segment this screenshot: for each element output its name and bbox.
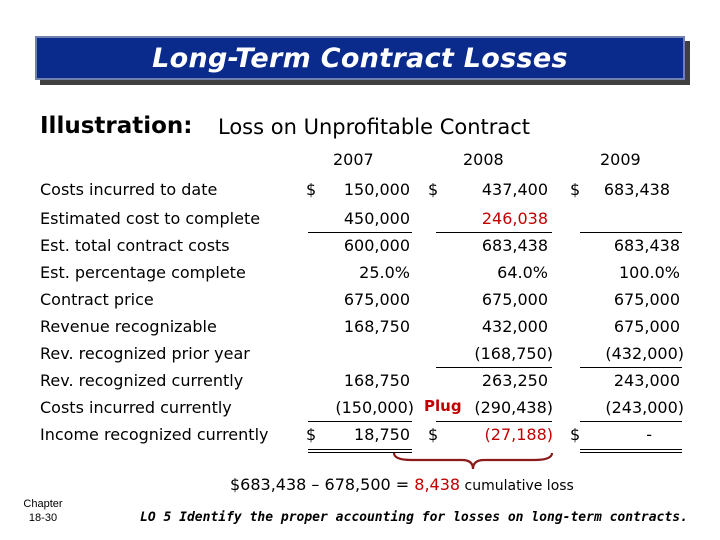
row-label: Costs incurred to date bbox=[40, 180, 218, 199]
learning-objective: LO 5 Identify the proper accounting for losses on long-term contracts. bbox=[140, 510, 688, 525]
double-underline bbox=[308, 449, 412, 450]
value-2008: 675,000 bbox=[481, 290, 548, 309]
value-2008: (27,188) bbox=[484, 425, 553, 444]
dollar-sign: $ bbox=[306, 180, 317, 199]
value-2009: 683,438 bbox=[613, 236, 680, 255]
underline bbox=[580, 421, 682, 422]
row-label: Rev. recognized prior year bbox=[40, 344, 250, 363]
year-header-2009: 2009 bbox=[600, 150, 641, 169]
value-2008: 246,038 bbox=[481, 209, 548, 228]
value-2009: - bbox=[646, 425, 652, 444]
year-header-2008: 2008 bbox=[463, 150, 504, 169]
table-row bbox=[0, 317, 720, 344]
value-2008: (290,438) bbox=[474, 398, 553, 417]
double-underline bbox=[580, 449, 682, 450]
table-row bbox=[0, 236, 720, 263]
illustration-subtitle: Loss on Unprofitable Contract bbox=[218, 115, 531, 139]
underline bbox=[308, 421, 412, 422]
underline bbox=[308, 232, 412, 233]
table-row bbox=[0, 425, 720, 452]
double-underline bbox=[580, 452, 682, 453]
value-2008: 263,250 bbox=[481, 371, 548, 390]
table-row bbox=[0, 263, 720, 290]
dollar-sign: $ bbox=[570, 180, 581, 199]
row-label: Estimated cost to complete bbox=[40, 209, 261, 228]
chapter-line1: Chapter bbox=[23, 498, 63, 510]
value-2009: 683,438 bbox=[603, 180, 670, 199]
value-2008: 683,438 bbox=[481, 236, 548, 255]
value-2009: (243,000) bbox=[605, 398, 684, 417]
value-2009: (432,000) bbox=[605, 344, 684, 363]
table-row bbox=[0, 290, 720, 317]
row-label: Est. total contract costs bbox=[40, 236, 230, 255]
dollar-sign: $ bbox=[428, 180, 439, 199]
value-2008: (168,750) bbox=[474, 344, 553, 363]
dollar-sign: $ bbox=[570, 425, 581, 444]
illustration-label: Illustration: bbox=[40, 113, 193, 139]
value-2007: 150,000 bbox=[343, 180, 410, 199]
cumulative-loss-line bbox=[230, 475, 574, 494]
value-2007: 168,750 bbox=[343, 371, 410, 390]
underline bbox=[436, 232, 552, 233]
value-2007: 600,000 bbox=[343, 236, 410, 255]
row-label: Est. percentage complete bbox=[40, 263, 246, 282]
title-bar bbox=[35, 36, 685, 80]
value-2008: 437,400 bbox=[481, 180, 548, 199]
row-label: Income recognized currently bbox=[40, 425, 269, 444]
value-2007: (150,000) bbox=[335, 398, 414, 417]
value-2007: 675,000 bbox=[343, 290, 410, 309]
value-2007: 25.0% bbox=[359, 263, 410, 282]
row-label: Rev. recognized currently bbox=[40, 371, 244, 390]
plug-label: Plug bbox=[424, 397, 462, 415]
year-header-2007: 2007 bbox=[333, 150, 374, 169]
underline bbox=[580, 367, 682, 368]
value-2009: 243,000 bbox=[613, 371, 680, 390]
value-2009: 100.0% bbox=[618, 263, 680, 282]
cumulative-amount: 8,438 bbox=[414, 475, 461, 494]
cumulative-calc: $683,438 – 678,500 = bbox=[230, 475, 415, 494]
value-2009: 675,000 bbox=[613, 290, 680, 309]
underline bbox=[436, 421, 552, 422]
underline bbox=[436, 367, 552, 368]
value-2007: 450,000 bbox=[343, 209, 410, 228]
chapter-line2: 18-30 bbox=[28, 512, 58, 524]
dollar-sign: $ bbox=[306, 425, 317, 444]
curly-brace-icon bbox=[392, 451, 554, 471]
value-2007: 168,750 bbox=[343, 317, 410, 336]
row-label: Contract price bbox=[40, 290, 154, 309]
table-row bbox=[0, 371, 720, 398]
row-label: Costs incurred currently bbox=[40, 398, 232, 417]
dollar-sign: $ bbox=[428, 425, 439, 444]
underline bbox=[580, 232, 682, 233]
cumulative-text: cumulative loss bbox=[460, 478, 574, 494]
value-2008: 432,000 bbox=[481, 317, 548, 336]
slide-title: Long-Term Contract Losses bbox=[152, 42, 568, 74]
chapter-label bbox=[18, 497, 68, 525]
value-2008: 64.0% bbox=[497, 263, 548, 282]
row-label: Revenue recognizable bbox=[40, 317, 217, 336]
value-2007: 18,750 bbox=[354, 425, 410, 444]
value-2009: 675,000 bbox=[613, 317, 680, 336]
table-row bbox=[0, 180, 720, 207]
